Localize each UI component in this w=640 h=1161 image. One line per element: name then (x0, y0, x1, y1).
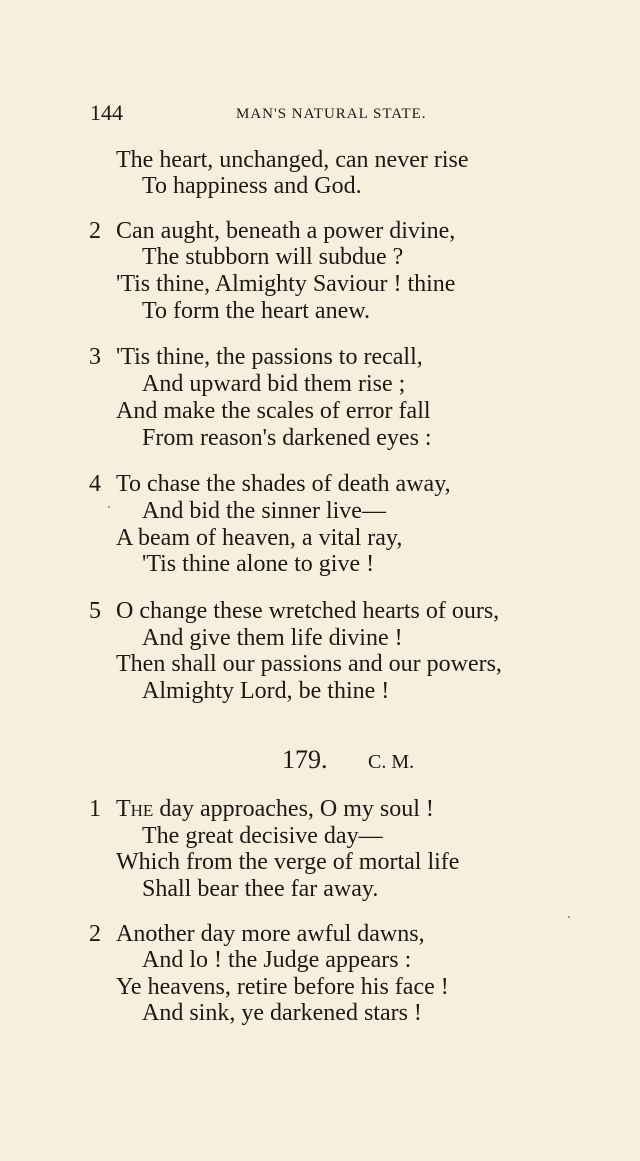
verse-line: To happiness and God. (142, 173, 362, 199)
stanza-number: 3 (89, 344, 101, 370)
verse-line: From reason's darkened eyes : (142, 425, 432, 451)
verse-line: And sink, ye darkened stars ! (142, 1000, 422, 1026)
stanza-number: 2 (89, 921, 101, 947)
verse-line: Can aught, beneath a power divine, (116, 218, 456, 244)
verse-line: Then shall our passions and our powers, (116, 651, 502, 677)
verse-line: 'Tis thine, the passions to recall, (116, 344, 423, 370)
verse-line: Which from the verge of mortal life (116, 849, 460, 875)
hymn-meter: C. M. (368, 751, 415, 773)
stanza-number: 1 (89, 796, 101, 822)
verse-line: To form the heart anew. (142, 298, 370, 324)
verse-line: Almighty Lord, be thine ! (142, 678, 390, 704)
verse-line: 'Tis thine, Almighty Saviour ! thine (116, 271, 456, 297)
verse-line: And upward bid them rise ; (142, 371, 406, 397)
verse-line (116, 795, 434, 823)
verse-line: And lo ! the Judge appears : (142, 947, 412, 973)
verse-line: The heart, unchanged, can never rise (116, 147, 469, 173)
stanza-number: 5 (89, 598, 101, 624)
verse-line: Ye heavens, retire before his face ! (116, 974, 449, 1000)
stanza-number: 4 (89, 471, 101, 497)
verse-line: Another day more awful dawns, (116, 921, 425, 947)
stanza-number: 2 (89, 218, 101, 244)
verse-line: 'Tis thine alone to give ! (142, 551, 375, 577)
verse-line: And bid the sinner live— (142, 498, 386, 524)
verse-line: A beam of heaven, a vital ray, (116, 525, 403, 551)
running-head: MAN'S NATURAL STATE. (236, 106, 427, 122)
page-number: 144 (90, 100, 123, 125)
print-speck (108, 506, 110, 508)
verse-line: Shall bear thee far away. (142, 876, 379, 902)
print-speck (568, 916, 570, 918)
verse-line: The great decisive day— (142, 823, 383, 849)
verse-line: O change these wretched hearts of ours, (116, 598, 500, 624)
first-word: The (116, 796, 154, 822)
verse-line: And give them life divine ! (142, 625, 403, 651)
first-line-rest: day approaches, O my soul ! (153, 796, 434, 822)
verse-line: The stubborn will subdue ? (142, 244, 404, 270)
hymn-number: 179. (282, 745, 328, 774)
verse-line: To chase the shades of death away, (116, 471, 451, 497)
verse-line: And make the scales of error fall (116, 398, 431, 424)
